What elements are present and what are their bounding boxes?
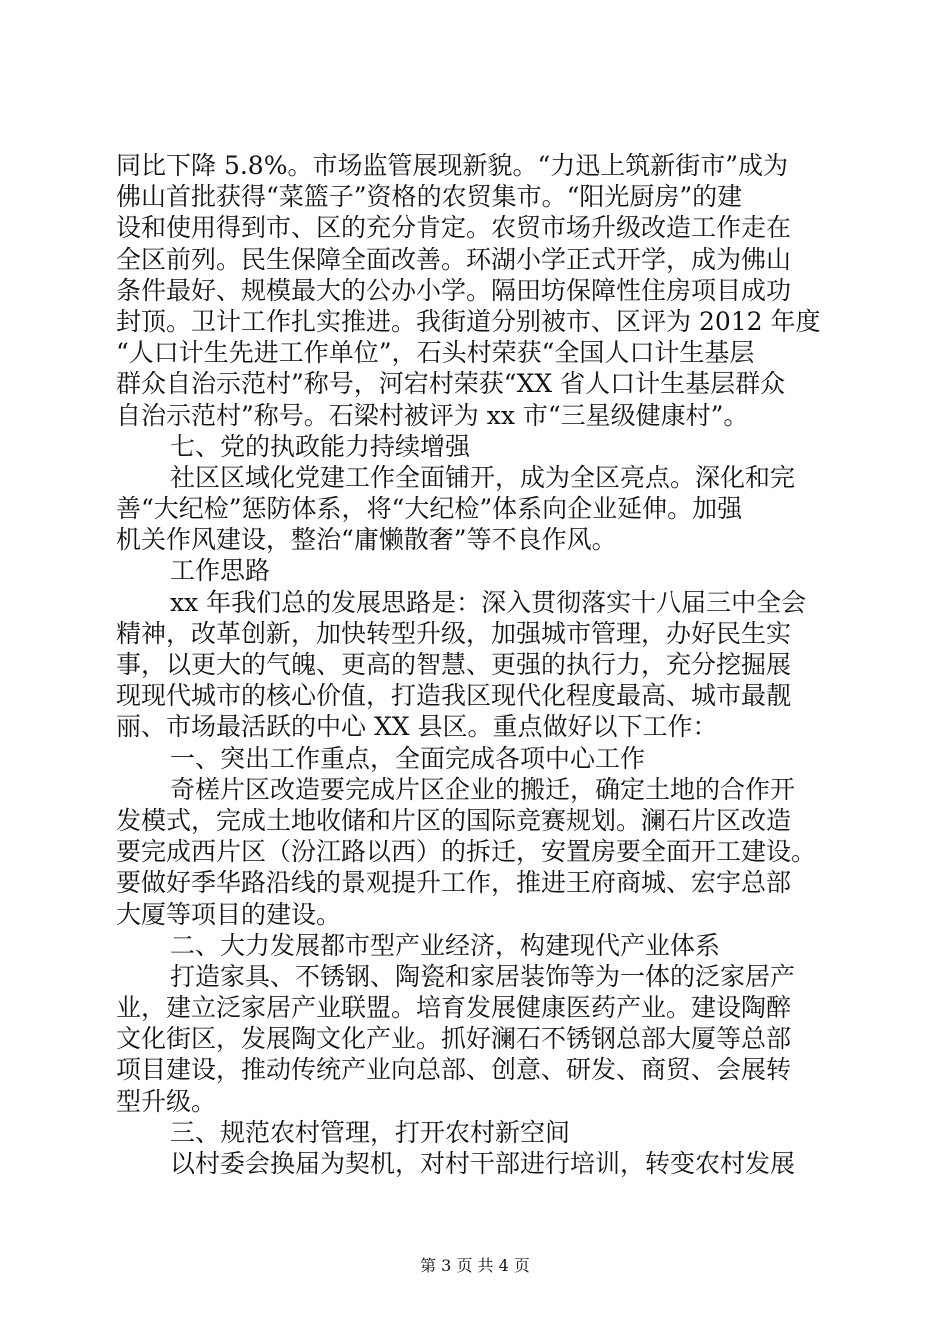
text-line: 文化街区，发展陶文化产业。抓好澜石不锈钢总部大厦等总部 [116,1024,792,1054]
text-line: “人口计生先进工作单位”，石头村荣获“全国人口计生基层 [116,338,755,368]
text-line: 要做好季华路沿线的景观提升工作，推进王府商城、宏宇总部 [116,868,792,898]
text-line: 打造家具、不锈钢、陶瓷和家居装饰等为一体的泛家居产 [170,961,796,991]
text-line: 以村委会换届为契机，对村干部进行培训，转变农村发展 [170,1149,796,1178]
text-line: 条件最好、规模最大的公办小学。隔田坊保障性住房项目成功 [116,275,792,305]
text-line: 业，建立泛家居产业联盟。培育发展健康医药产业。建设陶醉 [116,993,792,1023]
text-line: 七、党的执政能力持续增强 [170,431,471,461]
text-line: 事，以更大的气魄、更高的智慧、更强的执行力，充分挖掘展 [116,650,792,679]
text-line: 要完成西片区（汾江路以西）的拆迁，安置房要全面开工建设。 [116,837,817,867]
text-line: 同比下降 5.8%。市场监管展现新貌。“力迅上筑新街市”成为 [116,151,789,180]
text-line: 项目建设，推动传统产业向总部、创意、研发、商贸、会展转 [116,1055,792,1085]
text-line: 自治示范村”称号。石梁村被评为 xx 市“三星级健康村”。 [116,400,749,430]
text-line: 工作思路 [170,556,271,586]
text-line: 全区前列。民生保障全面改善。环湖小学正式开学，成为佛山 [116,244,792,274]
text-line: 精神，改革创新，加快转型升级，加强城市管理，办好民生实 [116,618,792,648]
text-line: xx 年我们总的发展思路是：深入贯彻落实十八届三中全会 [170,587,807,617]
text-line: 发模式，完成土地收储和片区的国际竞赛规划。澜石片区改造 [116,805,792,835]
text-line: 一、突出工作重点，全面完成各项中心工作 [170,743,646,773]
text-line: 型升级。 [116,1086,217,1116]
text-line: 丽、市场最活跃的中心 XX 县区。重点做好以下工作： [116,712,718,742]
text-line: 佛山首批获得“菜篮子”资格的农贸集市。“阳光厨房”的建 [116,182,743,212]
page-footer: 第 3 页 共 4 页 [420,1256,530,1275]
text-line: 社区区域化党建工作全面铺开，成为全区亮点。深化和完 [170,462,796,492]
text-line: 善“大纪检”惩防体系，将“大纪检”体系向企业延伸。加强 [116,494,743,524]
text-line: 二、大力发展都市型产业经济，构建现代产业体系 [170,930,721,960]
text-line: 群众自治示范村”称号，河宕村荣获“XX 省人口计生基层群众 [116,369,786,399]
text-line: 封顶。卫计工作扎实推进。我街道分别被市、区评为 2012 年度 [116,306,821,336]
text-line: 奇槎片区改造要完成片区企业的搬迁，确定土地的合作开 [170,774,796,804]
text-line: 大厦等项目的建设。 [116,899,342,929]
text-line: 机关作风建设，整治“庸懒散奢”等不良作风。 [116,525,617,555]
document-body [116,150,846,1179]
text-line: 现现代城市的核心价值，打造我区现代化程度最高、城市最靓 [116,681,792,711]
text-line: 设和使用得到市、区的充分肯定。农贸市场升级改造工作走在 [116,213,792,243]
text-line: 三、规范农村管理，打开农村新空间 [170,1117,571,1147]
